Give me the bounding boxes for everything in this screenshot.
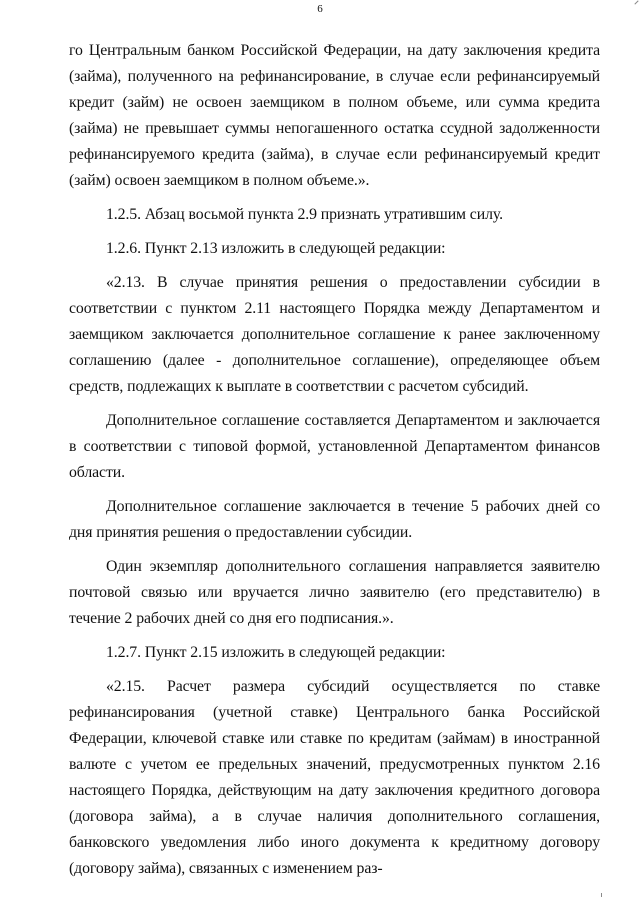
paragraph-clause-2-15: «2.15. Расчет размера субсидий осуществляется по ставке рефинансирования (учетной ставке) Центрального банка Российской Федерации, ключевой ставке или ставке по кредитам (займам) в иностранной валюте с учетом ее предельных значений, предусмотренных пунктом 2.16 настоящего Порядка, действующим на дату заключения кредитного договора (договора займа), а в случае наличия дополнительного соглашения, банковского уведомления либо иного документа к кредитному договору (договору займа), связанных с изменением раз- <box>69 678 600 877</box>
paragraph-item-1-2-7: 1.2.7. Пункт 2.15 изложить в следующей редакции: <box>106 644 446 661</box>
paragraph-continuation: го Центральным банком Российской Федерации, на дату заключения кредита (займа), полученного на рефинансирование, в случае если рефинансируемый кредит (займ) не освоен заемщиком в полном объеме, или сумма кредита (займа) не превышает суммы непогашенного остатка ссудной задолженности рефинансируемого кредита (займа), в случае если рефинансируемый кредит (займ) освоен заемщиком в полном объеме.». <box>69 42 600 189</box>
paragraph-item-1-2-6: 1.2.6. Пункт 2.13 изложить в следующей редакции: <box>106 240 446 257</box>
paragraph-agreement-term: Дополнительное соглашение заключается в течение 5 рабочих дней со дня принятия решения о предоставлении субсидии. <box>69 498 600 541</box>
paragraph-clause-2-13: «2.13. В случае принятия решения о предоставлении субсидии в соответствии с пунктом 2.11 настоящего Порядка между Департаментом и заемщиком заключается дополнительное соглашение к ранее заключенному соглашению (далее - дополнительное соглашение), определяющее объем средств, подлежащих к выплате в соответствии с расчетом субсидий. <box>69 274 600 395</box>
paragraph-agreement-form: Дополнительное соглашение составляется Департаментом и заключается в соответствии с типовой формой, установленной Департаментом финансов области. <box>69 412 600 481</box>
scan-edge-mark-bottom <box>601 893 602 897</box>
paragraph-agreement-copy: Один экземпляр дополнительного соглашения направляется заявителю почтовой связью или вручается лично заявителю (его представителю) в течение 2 рабочих дней со дня его подписания.». <box>69 558 600 627</box>
page-number: 6 <box>317 3 323 15</box>
paragraph-item-1-2-5: 1.2.5. Абзац восьмой пункта 2.9 признать утратившим силу. <box>106 206 503 223</box>
document-body <box>69 38 600 890</box>
